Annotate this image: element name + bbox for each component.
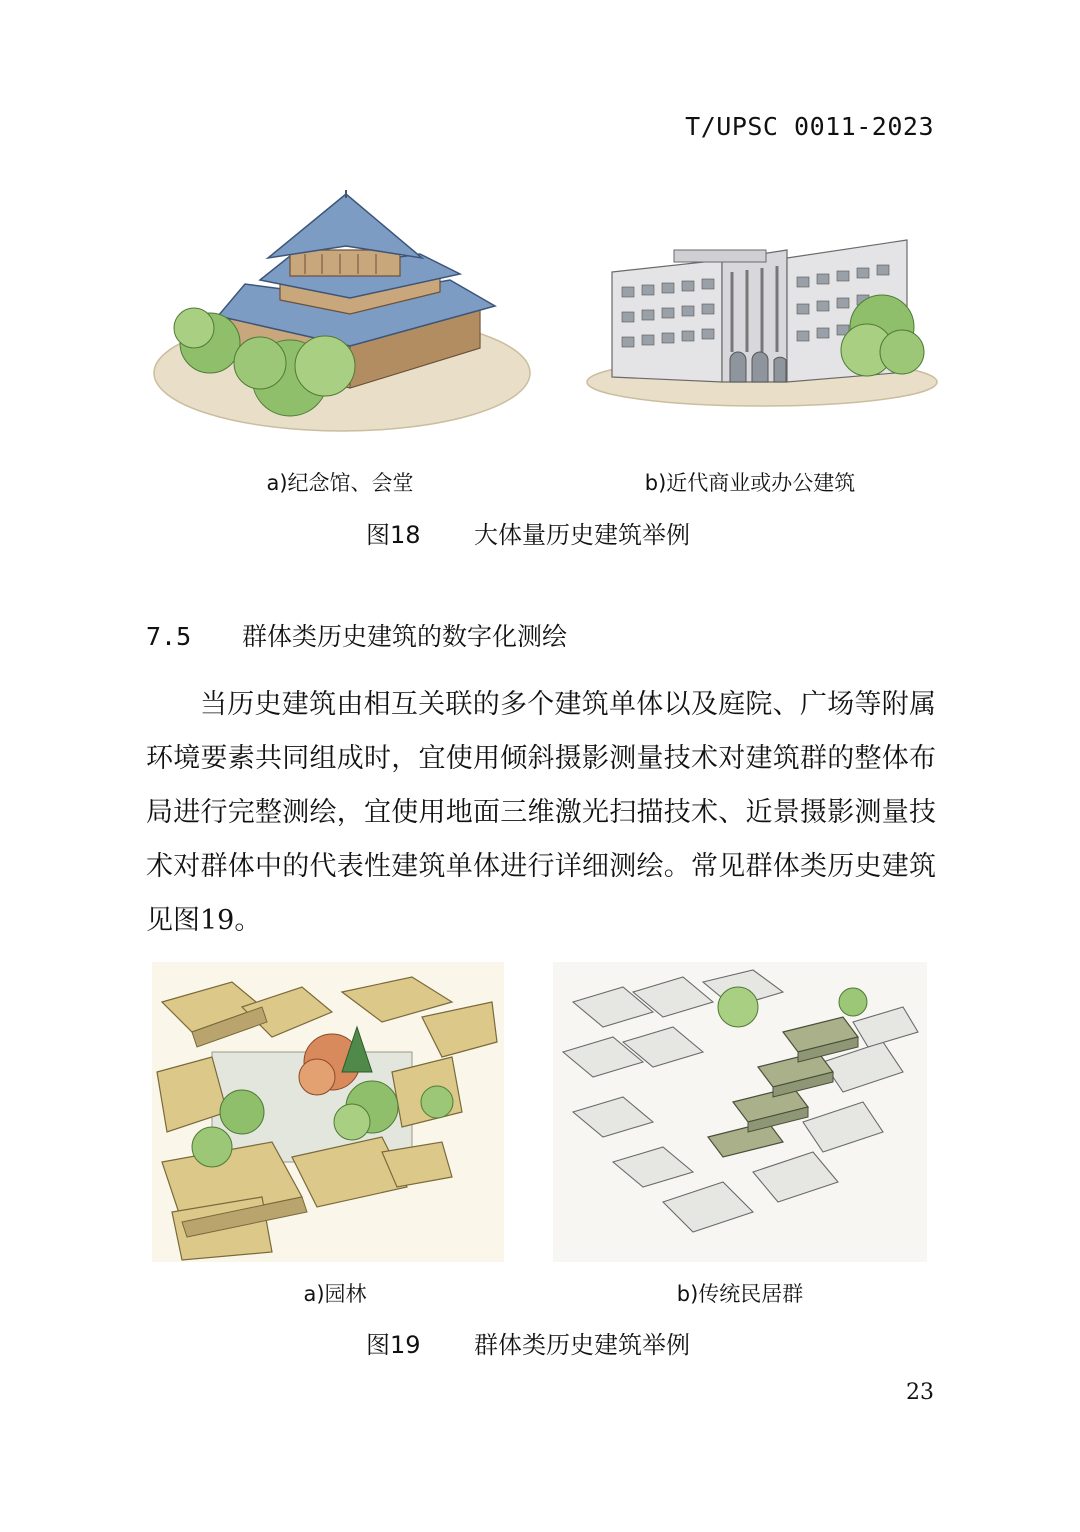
section-number: 7.5 xyxy=(146,622,192,651)
body-paragraph: 当历史建筑由相互关联的多个建筑单体以及庭院、广场等附属环境要素共同组成时，宜使用倾斜摄影测量技术对建筑群的整体布局进行完整测绘，宜使用地面三维激光扫描技术、近景摄影测量技术对群体中的代表性建筑单体进行详细测绘。常见群体类历史建筑见图19。 xyxy=(146,689,936,936)
figure19-caption-b: b)传统民居群 xyxy=(676,1282,804,1306)
figure18-title-text: 大体量历史建筑举例 xyxy=(474,521,690,549)
page-number: 23 xyxy=(906,1380,934,1405)
figure18-caption-a: a)纪念馆、会堂 xyxy=(266,471,414,495)
figure19-number: 图19 xyxy=(366,1331,421,1359)
section-heading xyxy=(146,617,567,653)
figure18-number: 图18 xyxy=(366,521,421,549)
memorial-hall-illustration xyxy=(150,188,535,433)
office-building-illustration xyxy=(582,232,942,407)
figure18-title xyxy=(366,515,690,550)
section-title: 群体类历史建筑的数字化测绘 xyxy=(242,622,568,651)
figure19-caption-a: a)园林 xyxy=(303,1282,367,1306)
figure19-title-text: 群体类历史建筑举例 xyxy=(474,1331,690,1359)
figure18-caption-b: b)近代商业或办公建筑 xyxy=(644,471,856,495)
figure19-title xyxy=(366,1325,690,1360)
standard-code: T/UPSC 0011-2023 xyxy=(685,112,934,141)
garden-illustration xyxy=(152,962,504,1262)
dwellings-illustration xyxy=(553,962,927,1262)
